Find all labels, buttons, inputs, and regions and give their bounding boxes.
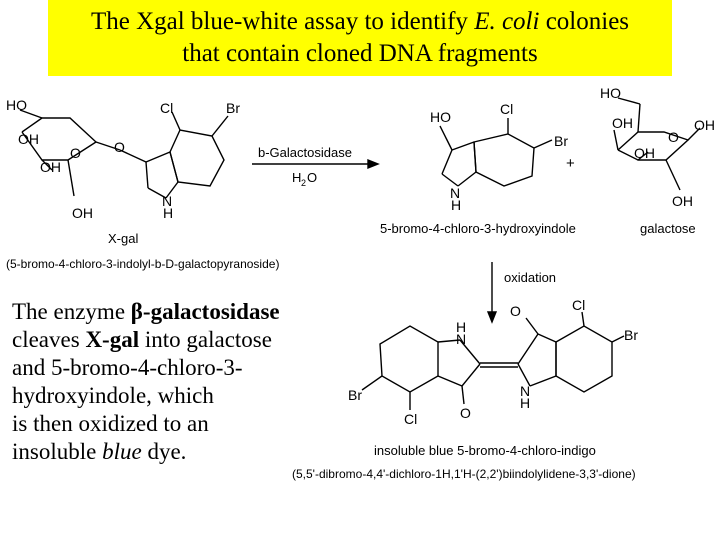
desc-part: dye. (141, 439, 187, 464)
plus-sign: + (566, 155, 575, 172)
water-subscript: 2 (301, 178, 307, 188)
indigo-iupac-label: (5,5'-dibromo-4,4'-dichloro-1H,1'H-(2,2')biindolylidene-3,3'-dione) (292, 467, 636, 481)
title-line1-end: colonies (539, 8, 630, 35)
galactose-oh-label: OH (634, 145, 655, 161)
enzyme-name: -galactosidase (142, 299, 280, 324)
blue-term: blue (102, 439, 142, 464)
indigo-name-label: insoluble blue 5-bromo-4-chloro-indigo (374, 443, 596, 458)
xgal-bromine-label: Br (226, 100, 240, 116)
galactose-oh-label: OH (672, 193, 693, 209)
desc-part: is then oxidized to an (12, 411, 209, 436)
desc-part: cleaves (12, 327, 86, 352)
xgal-chlorine-label: Cl (160, 100, 174, 116)
xgal-hydrogen-label: H (163, 205, 174, 221)
xgal-oh-label: OH (18, 131, 39, 147)
desc-part: The enzyme (12, 299, 131, 324)
water-h-label: H (292, 170, 302, 185)
xgal-ring-oxygen-label: O (70, 145, 81, 161)
desc-part: and 5-bromo-4-chloro-3- (12, 355, 243, 380)
xgal-oh-label: OH (40, 159, 61, 175)
xgal-iupac-label: (5-bromo-4-chloro-3-indolyl-b-D-galactopyranoside) (6, 257, 280, 271)
indigo-oxygen-label: O (510, 303, 521, 319)
beta-symbol: β (130, 299, 143, 324)
galactose-name-label: galactose (640, 221, 696, 236)
title-organism: E. coli (474, 8, 540, 35)
galactose-ho-label: HO (600, 85, 621, 101)
indigo-nitrogen-label: N (456, 331, 467, 347)
enzyme-label: b-Galactosidase (258, 145, 352, 160)
oxidation-label: oxidation (504, 270, 557, 285)
indigo-chlorine-label: Cl (572, 297, 586, 313)
water-o-label: O (307, 170, 318, 185)
hydroxyindole-name-label: 5-bromo-4-chloro-3-hydroxyindole (380, 221, 576, 236)
indigo-hydrogen-label: H (520, 395, 531, 411)
galactose-oh-label: OH (612, 115, 633, 131)
xgal-term: X-gal (85, 327, 140, 352)
galactose-oh-label: OH (694, 117, 715, 133)
hydroxyindole-ho-label: HO (430, 109, 451, 125)
indigo-oxygen-label: O (460, 405, 471, 421)
indigo-chlorine-label: Cl (404, 411, 418, 427)
xgal-name-label: X-gal (108, 231, 139, 246)
indigo-hydrogen-label: H (456, 319, 467, 335)
hydroxyindole-nitrogen-label: N (450, 185, 461, 201)
desc-part: into galactose (139, 327, 272, 352)
xgal-ho-label: HO (6, 97, 27, 113)
xgal-oh-label: OH (72, 205, 93, 221)
description-text (12, 298, 352, 466)
title-line1-start: The Xgal blue-white assay to identify (90, 8, 475, 35)
hydroxyindole-hydrogen-label: H (451, 197, 462, 213)
indigo-bromine-label: Br (348, 387, 362, 403)
galactose-ring-oxygen-label: O (668, 129, 679, 145)
indigo-nitrogen-label: N (520, 383, 531, 399)
desc-part: hydroxyindole, which (12, 383, 214, 408)
hydroxyindole-bromine-label: Br (554, 133, 568, 149)
xgal-nitrogen-label: N (162, 193, 173, 209)
xgal-link-oxygen-label: O (114, 139, 125, 155)
indigo-bromine-label: Br (624, 327, 638, 343)
hydroxyindole-chlorine-label: Cl (500, 101, 514, 117)
desc-part: insoluble (12, 439, 103, 464)
title-line2: that contain cloned DNA fragments (182, 40, 538, 67)
